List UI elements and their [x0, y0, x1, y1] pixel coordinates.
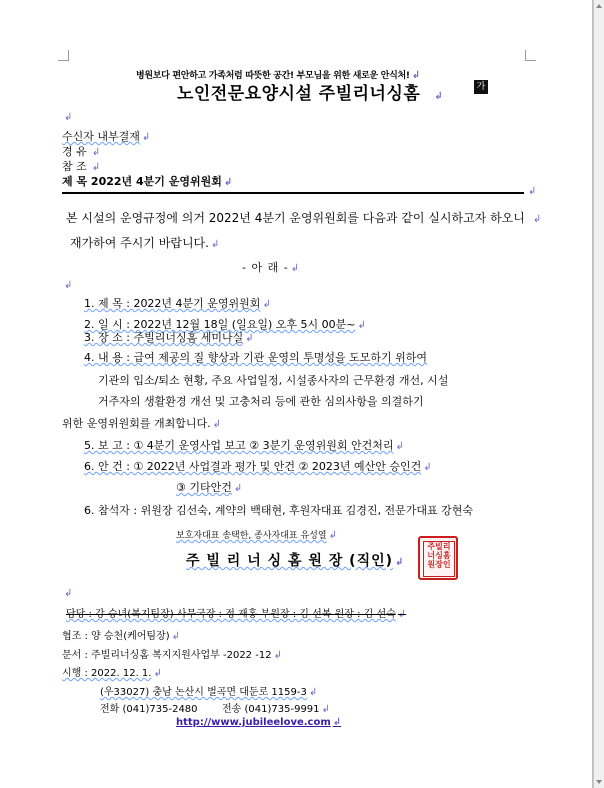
phone-number: 전화 (041)735-2480	[100, 704, 198, 715]
intro-line-1: 본 시설의 운영규정에 의거 2022년 4분기 운영위원회를 다음과 같이 실시하고자 하오니 ↲	[66, 211, 542, 225]
intro-line-2: 재가하여 주시기 바랍니다. ↲	[70, 236, 220, 250]
item-location: 3. 장 소 : 주빌리너싱홈 세미나실 ↲	[84, 331, 254, 344]
item-content: 4. 내 용 : 급여 제공의 질 향상과 기관 운영의 투명성을 도모하기 위하여	[84, 351, 428, 364]
recipient-line: 수신자 내부결재 ↲	[62, 130, 151, 143]
char-format-badge[interactable]: 가	[474, 80, 488, 94]
website-link[interactable]: http://www.jubileelove.com ↲	[176, 717, 342, 728]
item-title: 1. 제 목 : 2022년 4분기 운영위원회 ↲	[84, 297, 271, 310]
item-datetime: 2. 일 시 : 2022년 12월 18일 (일요일) 오후 5시 00분~ ↲	[84, 318, 366, 331]
item-agenda-line-2: ③ 기타안건 ↲	[176, 481, 243, 494]
slogan: 병원보다 편안하고 가족처럼 따뜻한 공간! 부모님을 위한 새로운 안식처! ↲	[136, 70, 420, 81]
center-heading: - 아 래 - ↲	[242, 261, 301, 274]
item-attendees-line-2: 보호자대표 송택한, 종사자대표 유성열 ↲	[176, 530, 337, 541]
fax-number: 전송 (041)735-9991 ↲	[222, 704, 330, 715]
document-number: 문서 : 주빌리너싱홈 복지지원사업부 -2022 -12 ↲	[62, 650, 282, 661]
margin-corner-mark	[58, 50, 69, 61]
item-agenda: 6. 안 건 : ① 2022년 사업결과 평가 및 안건 ② 2023년 예산안 승인건 ↲	[84, 460, 432, 473]
divider-line	[62, 192, 524, 194]
scroll-up-icon[interactable]	[596, 4, 602, 8]
enforcement-date: 시행 : 2022. 12. 1. ↲	[62, 668, 162, 679]
cooperation-line: 협조 : 양 승천(케어팀장) ↲	[62, 631, 181, 642]
subject-line: 제 목 2022년 4분기 운영위원회 ↲	[62, 175, 233, 188]
paragraph-mark: ↲	[64, 588, 73, 599]
via-line: 경 유 ↲	[62, 145, 101, 158]
item-content-line-2: 기관의 입소/퇴소 현황, 주요 사업일정, 시설종사자의 근무환경 개선, 시설	[98, 374, 449, 387]
item-attendees: 6. 참석자 : 위원장 김선숙, 계약의 백태현, 후원자대표 김경진, 전문가대표 강현숙	[84, 504, 474, 517]
vertical-scrollbar[interactable]	[593, 0, 604, 788]
margin-corner-mark	[525, 50, 536, 61]
seal-inscription: 주빌리너싱홈원장인	[423, 541, 455, 577]
reference-line: 참 조 ↲	[62, 160, 101, 173]
item-report: 5. 보 고 : ① 4분기 운영사업 보고 ② 3분기 운영위원회 안건처리 ↲	[84, 439, 404, 452]
paragraph-mark: ↲	[64, 280, 73, 291]
item-content-line-3: 거주자의 생활환경 개선 및 고충처리 등에 관한 심의사항을 의결하기	[98, 395, 424, 408]
item-content-line-4: 위한 운영위원회를 개최합니다. ↲	[62, 417, 222, 430]
paragraph-mark: ↲	[64, 112, 73, 123]
approval-chain: 담당 : 강 승녀(복지팀장) 사무국장 : 정 재홍 부원장 : 김 선복 원장 : 김 선숙 ↲	[66, 609, 407, 620]
paragraph-mark: ↲	[528, 186, 537, 197]
scroll-down-icon[interactable]	[596, 780, 602, 784]
org-title: 노인전문요양시설 주빌리너싱홈 ↲	[177, 84, 444, 104]
sender-signature: 주 빌 리 너 싱 홈 원 장 (직인) ↲	[186, 553, 405, 569]
official-seal	[418, 536, 458, 580]
postal-address: (우33027) 충남 논산시 벌곡면 대둔로 1159-3 ↲	[100, 687, 318, 698]
